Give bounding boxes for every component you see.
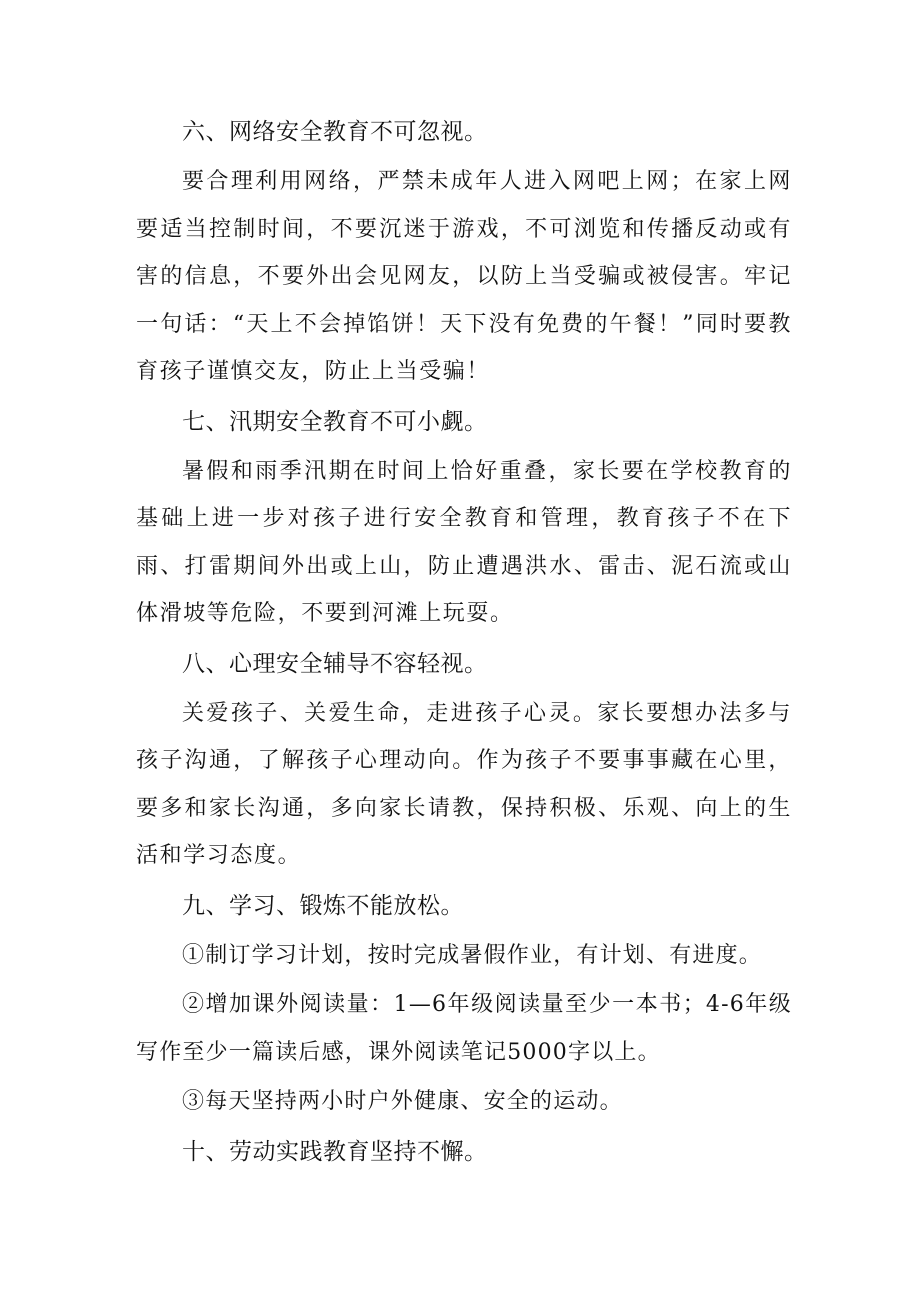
section-heading-6: 六、网络安全教育不可忽视。 — [182, 119, 488, 145]
section-paragraph-8: 关爱孩子、关爱生命，走进孩子心灵。家长要想办法多与孩子沟通，了解孩子心理动向。作为孩子不要事事藏在心里，要多和家长沟通，多向家长请教，保持积极、乐观、向上的生活和学习态度。 — [136, 700, 792, 868]
section-heading-9: 九、学习、锻炼不能放松。 — [182, 892, 464, 919]
section-heading-10: 十、劳动实践教育坚持不懈。 — [182, 1138, 488, 1165]
section-heading-8: 八、心理安全辅导不容轻视。 — [182, 650, 488, 677]
section-heading-7: 七、汛期安全教育不可小觑。 — [182, 408, 488, 435]
section-paragraph-6: 要合理利用网络，严禁未成年人进入网吧上网；在家上网要适当控制时间，不要沉迷于游戏，不可浏览和传播反动或有害的信息，不要外出会见网友，以防上当受骗或被侵害。牢记一句话：“天上不会掉馅饼！天下没有免费的午餐！”同时要教育孩子谨慎交友，防止上当受骗！ — [136, 169, 792, 384]
section-9-item-3: ③每天坚持两小时户外健康、安全的运动。 — [182, 1089, 623, 1114]
section-paragraph-7: 暑假和雨季汛期在时间上恰好重叠，家长要在学校教育的基础上进一步对孩子进行安全教育和管理，教育孩子不在下雨、打雷期间外出或上山，防止遭遇洪水、雷击、泥石流或山体滑坡等危险，不要到河滩上玩耍。 — [136, 458, 792, 626]
document-body — [136, 108, 792, 1178]
section-9-item-1: ①制订学习计划，按时完成暑假作业，有计划、有进度。 — [182, 942, 763, 968]
section-9-item-2: ②增加课外阅读量：1—6年级阅读量至少一本书；4-6年级写作至少一篇读后感，课外阅读笔记5000字以上。 — [136, 992, 792, 1065]
